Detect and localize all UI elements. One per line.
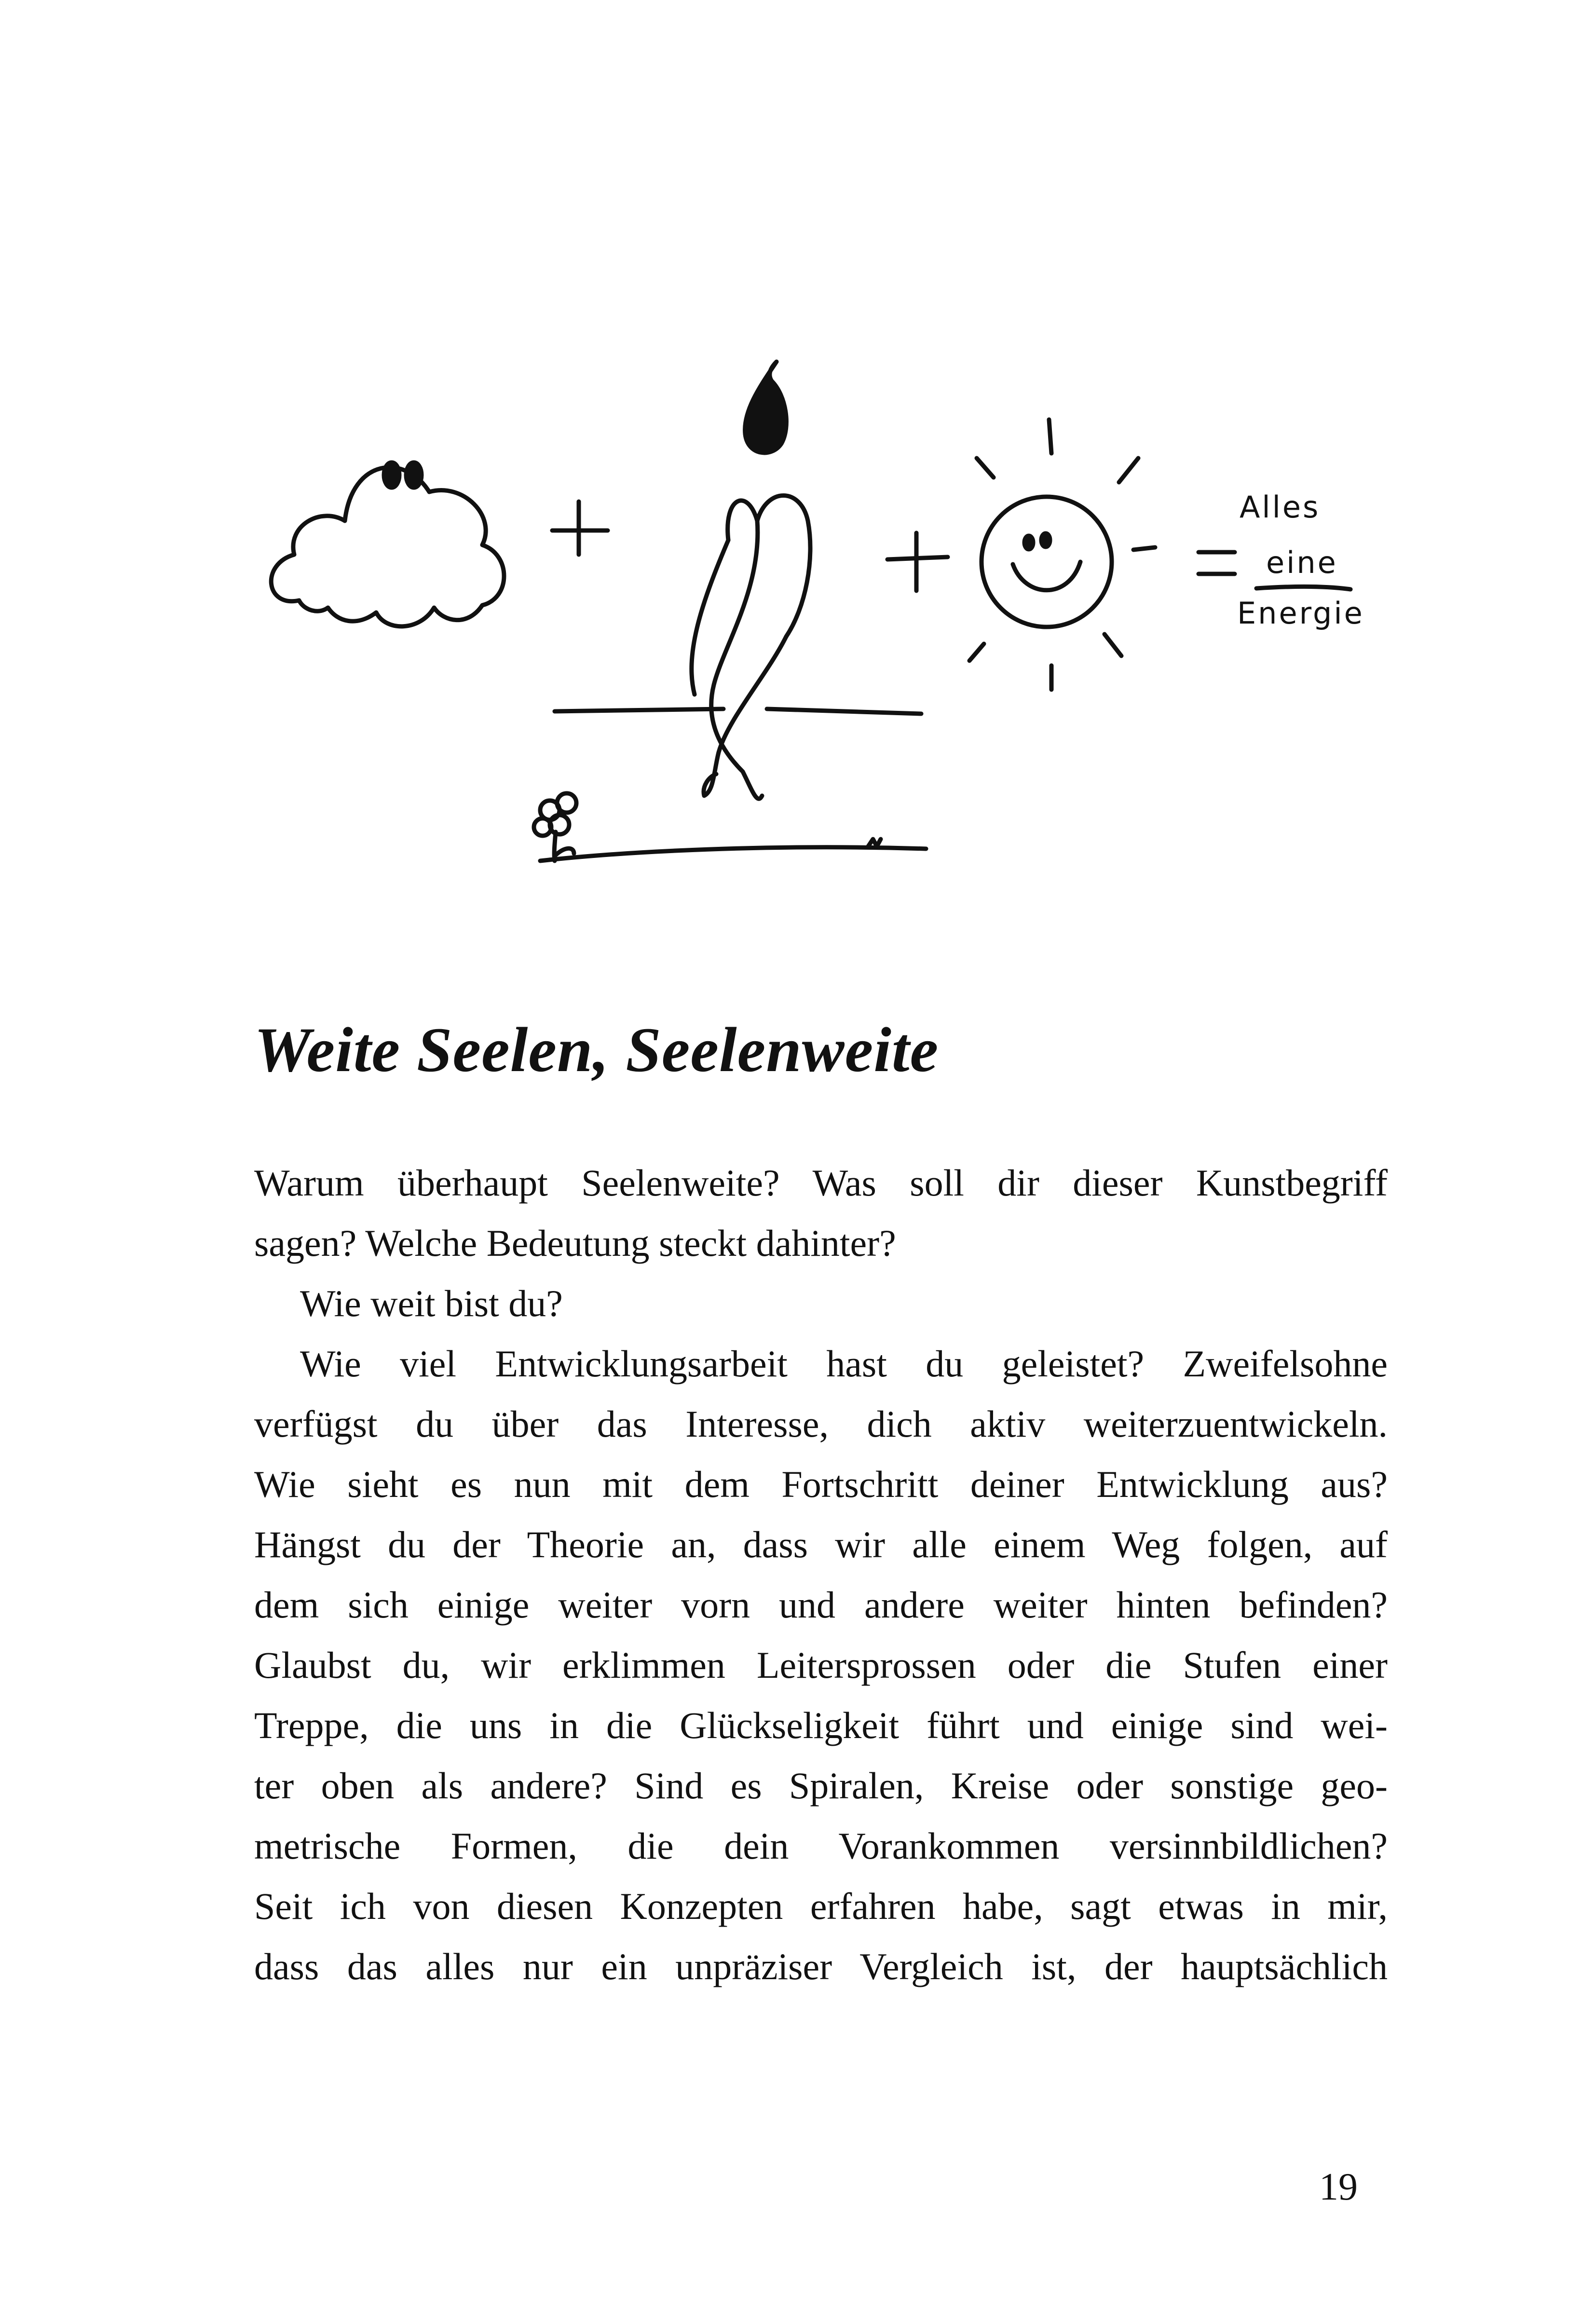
ground-with-flower-icon [534,793,926,861]
equals-icon [1199,552,1235,574]
body-line: verfügst du über das Interesse, dich aktiv weiterzuentwickeln. [254,1403,1388,1445]
body-line: Wie sieht es nun mit dem Fortschritt deiner Entwicklung aus? [254,1463,1388,1505]
equation-label-line-2: eine [1266,545,1338,580]
equation-label-line-1: Alles [1240,489,1321,525]
page-number: 19 [1319,2166,1358,2208]
equation-label-line-3: Energie [1237,596,1364,631]
smiling-sun-icon [969,420,1155,690]
body-line: ter oben als andere? Sind es Spiralen, Kreise oder sonstige geo- [254,1765,1388,1807]
figure-with-flame-icon [555,362,921,799]
body-line: Glaubst du, wir erklimmen Leitersprossen oder die Stufen einer [254,1644,1388,1686]
cloud-icon [271,462,504,626]
body-line: metrische Formen, die dein Vorankommen versinnbildlichen? [254,1825,1388,1867]
body-line: sagen? Welche Bedeutung steckt dahinter? [254,1222,896,1264]
body-text [254,1153,1388,1997]
body-line: Seit ich von diesen Konzepten erfahren habe, sagt etwas in mir, [254,1885,1388,1927]
chapter-heading: Weite Seelen, Seelenweite [254,1014,939,1085]
body-line: Wie weit bist du? [300,1282,563,1324]
label-underline [1256,586,1350,589]
plus-icon [887,533,948,591]
body-line: Treppe, die uns in die Glückseligkeit führt und einige sind wei- [254,1704,1388,1746]
body-line: dass das alles nur ein unpräziser Vergleich ist, der hauptsächlich [254,1945,1388,1987]
plus-icon [552,502,608,555]
hand-drawn-illustration [241,338,1408,892]
body-line: Hängst du der Theorie an, dass wir alle einem Weg folgen, auf [254,1523,1388,1565]
body-line: dem sich einige weiter vorn und andere weiter hinten befinden? [254,1584,1388,1626]
body-line: Warum überhaupt Seelenweite? Was soll dir dieser Kunstbegriff [254,1162,1388,1204]
body-line: Wie viel Entwicklungsarbeit hast du geleistet? Zweifelsohne [300,1343,1388,1385]
